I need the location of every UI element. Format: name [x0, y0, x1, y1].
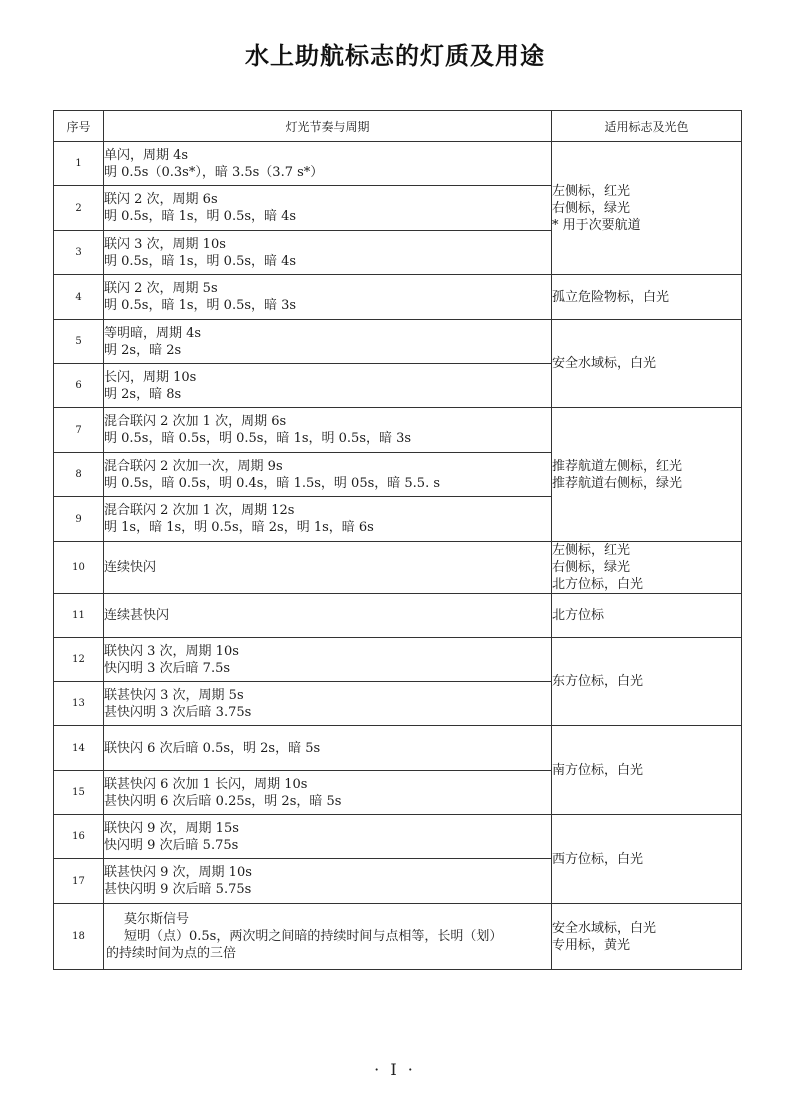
row-number: 16: [54, 815, 104, 859]
rhythm-line: 联闪 3 次，周期 10s: [104, 236, 226, 252]
use-cell: [552, 726, 742, 815]
table-row: [54, 275, 742, 320]
row-number: 9: [54, 497, 104, 542]
rhythm-cell: [104, 275, 552, 320]
row-number: 15: [54, 771, 104, 815]
table-row: [54, 408, 742, 453]
use-line: * 用于次要航道: [552, 217, 641, 233]
rhythm-line: 混合联闪 2 次加 1 次，周期 12s: [104, 503, 295, 518]
row-number: 3: [54, 231, 104, 275]
rhythm-line: 联闪 2 次，周期 6s: [104, 192, 218, 207]
rhythm-line: 联快闪 9 次，周期 15s: [104, 820, 239, 836]
rhythm-line: 混合联闪 2 次加一次，周期 9s: [104, 458, 283, 474]
use-line: 北方位标: [552, 608, 605, 623]
rhythm-line: 明 0.5s，暗 0.5s，明 0.4s，暗 1.5s，明 05s，暗 5.5. s: [104, 475, 441, 491]
rhythm-line: 快闪明 9 次后暗 5.75s: [104, 837, 239, 853]
rhythm-line: 明 0.5s，暗 1s，明 0.5s，暗 4s: [104, 209, 297, 224]
table-row: [54, 594, 742, 638]
rhythm-line: 等明暗，周期 4s: [104, 325, 202, 341]
use-line: 南方位标，白光: [552, 762, 644, 778]
row-number: 8: [54, 453, 104, 497]
rhythm-line: 甚快闪明 9 次后暗 5.75s: [104, 882, 252, 897]
header-num: 序号: [54, 111, 104, 142]
row-number: 12: [54, 638, 104, 682]
rhythm-cell: [104, 142, 552, 186]
rhythm-line: 短明（点）0.5s，两次明之间暗的持续时间与点相等，长明（划）: [124, 929, 503, 944]
use-cell: [552, 904, 742, 970]
row-number: 14: [54, 726, 104, 771]
row-number: 13: [54, 682, 104, 726]
rhythm-cell: [104, 364, 552, 408]
use-cell: [552, 320, 742, 408]
use-line: 推荐航道左侧标，红光: [552, 458, 683, 474]
rhythm-line: 的持续时间为点的三倍: [106, 946, 237, 961]
page-number: · I ·: [374, 1060, 416, 1079]
use-line: 右侧标，绿光: [552, 200, 631, 216]
use-cell: [552, 638, 742, 726]
table-row: [54, 142, 742, 186]
use-line: 专用标，黄光: [552, 937, 631, 953]
rhythm-line: 单闪，周期 4s: [104, 147, 189, 163]
row-number: 17: [54, 859, 104, 904]
use-line: 孤立危险物标，白光: [552, 289, 670, 305]
header-rhythm: 灯光节奏与周期: [104, 111, 552, 142]
rhythm-line: 联甚快闪 3 次，周期 5s: [104, 687, 244, 703]
use-line: 左侧标，红光: [552, 543, 631, 558]
rhythm-line: 莫尔斯信号: [124, 912, 190, 927]
row-number: 5: [54, 320, 104, 364]
rhythm-line: 明 0.5s，暗 1s，明 0.5s，暗 3s: [104, 298, 297, 313]
table-header-row: [54, 111, 742, 142]
table-row: [54, 638, 742, 682]
rhythm-line: 连续快闪: [104, 560, 157, 575]
rhythm-line: 甚快闪明 6 次后暗 0.25s，明 2s，暗 5s: [104, 793, 342, 809]
rhythm-cell: [104, 186, 552, 231]
use-cell: [552, 594, 742, 638]
rhythm-cell: [104, 542, 552, 594]
light-characteristics-table: [53, 110, 742, 970]
table-row: [54, 904, 742, 970]
table-row: [54, 815, 742, 859]
use-line: 推荐航道右侧标，绿光: [552, 475, 683, 491]
rhythm-line: 明 2s，暗 2s: [104, 342, 182, 358]
row-number: 18: [54, 904, 104, 970]
use-line: 右侧标，绿光: [552, 560, 631, 575]
use-cell: [552, 142, 742, 275]
use-line: 西方位标，白光: [552, 851, 644, 867]
rhythm-line: 明 0.5s，暗 0.5s，明 0.5s，暗 1s，明 0.5s，暗 3s: [104, 431, 412, 446]
rhythm-line: 明 0.5s（0.3s*），暗 3.5s（3.7 s*）: [104, 164, 324, 180]
use-cell: [552, 275, 742, 320]
row-number: 11: [54, 594, 104, 638]
rhythm-line: 明 1s，暗 1s，明 0.5s，暗 2s，明 1s，暗 6s: [104, 520, 374, 535]
row-number: 7: [54, 408, 104, 453]
rhythm-cell: [104, 594, 552, 638]
rhythm-line: 联甚快闪 9 次，周期 10s: [104, 865, 252, 880]
rhythm-line: 连续甚快闪: [104, 608, 170, 623]
row-number: 2: [54, 186, 104, 231]
rhythm-cell: [104, 320, 552, 364]
use-line: 北方位标，白光: [552, 577, 644, 592]
use-cell: [552, 815, 742, 904]
rhythm-line: 快闪明 3 次后暗 7.5s: [104, 660, 231, 676]
page-title: 水上助航标志的灯质及用途: [245, 42, 545, 70]
rhythm-cell: [104, 771, 552, 815]
row-number: 1: [54, 142, 104, 186]
rhythm-line: 混合联闪 2 次加 1 次，周期 6s: [104, 414, 287, 429]
table-row: [54, 320, 742, 364]
table-row: [54, 542, 742, 594]
rhythm-cell: [104, 497, 552, 542]
rhythm-cell: [104, 453, 552, 497]
use-cell: [552, 542, 742, 594]
use-line: 东方位标，白光: [552, 674, 644, 689]
rhythm-line: 联快闪 3 次，周期 10s: [104, 643, 239, 659]
row-number: 6: [54, 364, 104, 408]
rhythm-line: 明 0.5s，暗 1s，明 0.5s，暗 4s: [104, 253, 297, 269]
rhythm-line: 甚快闪明 3 次后暗 3.75s: [104, 704, 252, 720]
use-cell: [552, 408, 742, 542]
rhythm-cell: [104, 682, 552, 726]
rhythm-cell: [104, 726, 552, 771]
rhythm-line: 联闪 2 次，周期 5s: [104, 281, 218, 296]
rhythm-line: 联快闪 6 次后暗 0.5s，明 2s，暗 5s: [104, 740, 321, 756]
table-row: [54, 726, 742, 771]
rhythm-cell: [104, 231, 552, 275]
use-line: 安全水域标，白光: [552, 356, 657, 371]
header-use: 适用标志及光色: [552, 111, 742, 142]
rhythm-cell: [104, 859, 552, 904]
rhythm-line: 明 2s，暗 8s: [104, 386, 182, 402]
rhythm-line: 联甚快闪 6 次加 1 长闪，周期 10s: [104, 776, 308, 792]
rhythm-cell: [104, 638, 552, 682]
rhythm-line: 长闪，周期 10s: [104, 369, 197, 385]
use-line: 左侧标，红光: [552, 183, 631, 199]
rhythm-cell: [104, 408, 552, 453]
use-line: 安全水域标，白光: [552, 920, 657, 936]
rhythm-cell: [104, 904, 552, 970]
rhythm-cell: [104, 815, 552, 859]
row-number: 10: [54, 542, 104, 594]
row-number: 4: [54, 275, 104, 320]
